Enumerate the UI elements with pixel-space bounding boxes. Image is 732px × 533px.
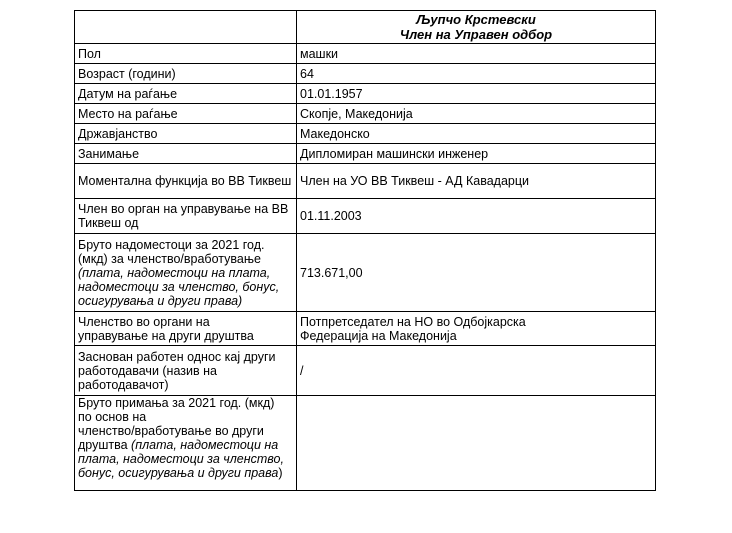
- table-row: [75, 164, 656, 199]
- table-row: [75, 124, 656, 144]
- table-row: [75, 312, 656, 346]
- person-position: Член на Управен одбор: [399, 27, 553, 42]
- table-row: [75, 144, 656, 164]
- row-label-line: по основ на: [78, 410, 147, 424]
- row-value: 01.11.2003: [297, 199, 656, 234]
- row-value: 64: [297, 64, 656, 84]
- row-label: Место на раѓање: [75, 104, 297, 124]
- row-label-italic-line: плата, надоместоци за членство,: [78, 452, 284, 466]
- row-label-line: Членство во органи на: [78, 314, 210, 329]
- row-label: [75, 234, 297, 312]
- row-label-line: Бруто надоместоци за 2021 год.: [78, 237, 265, 252]
- row-value: машки: [297, 44, 656, 64]
- row-label-prefix: друштва: [78, 438, 132, 452]
- row-label-line: работодавачот): [78, 377, 169, 392]
- table-row: [75, 234, 656, 312]
- row-label-line: (мкд) за членство/вработување: [78, 251, 261, 266]
- row-value: [297, 312, 656, 346]
- row-label-line: членство/вработување во други: [78, 424, 264, 438]
- row-value: Член на УО ВВ Тиквеш - АД Кавадарци: [297, 164, 656, 199]
- row-value: 01.01.1957: [297, 84, 656, 104]
- row-label-italic-line: осигурувања и други права): [78, 293, 243, 308]
- row-value: 713.671,00: [297, 234, 656, 312]
- row-label-line: работодавачи (назив на: [78, 363, 217, 378]
- header-row: [75, 11, 656, 44]
- row-value-line: Потпретседател на НО во Одбојкарска: [300, 314, 526, 329]
- row-label: Член во орган на управување на ВВ Тиквеш од: [75, 199, 297, 234]
- row-value: Македонско: [297, 124, 656, 144]
- row-value: Скопје, Македонија: [297, 104, 656, 124]
- row-label-line: управување на други друштва: [78, 328, 254, 343]
- table-row: [75, 346, 656, 396]
- header-empty-cell: [75, 11, 297, 44]
- row-label-mixed-line: [78, 438, 293, 452]
- row-label: Моментална функција во ВВ Тиквеш: [75, 164, 297, 199]
- row-value: [297, 396, 656, 491]
- row-value: /: [297, 346, 656, 396]
- table-row: [75, 199, 656, 234]
- table-row: [75, 44, 656, 64]
- row-label-line: Бруто примања за 2021 год. (мкд): [78, 396, 275, 410]
- row-label: Датум на раѓање: [75, 84, 297, 104]
- profile-table: [74, 10, 656, 491]
- row-label: [75, 396, 297, 491]
- header-cell: [297, 11, 656, 44]
- row-label-mixed-line: [78, 466, 293, 480]
- table-row: [75, 64, 656, 84]
- table-row: [75, 396, 656, 491]
- row-label: [75, 346, 297, 396]
- row-label-line: Заснован работен однос кај други: [78, 349, 276, 364]
- row-label-italic: бонус, осигурувања и други права: [78, 466, 279, 480]
- table-row: [75, 104, 656, 124]
- row-label-suffix: ): [278, 466, 283, 480]
- row-label: Пол: [75, 44, 297, 64]
- row-value-line: Федерација на Македонија: [300, 328, 457, 343]
- row-label: Занимање: [75, 144, 297, 164]
- row-label-italic: (плата, надоместоци на: [131, 438, 279, 452]
- row-label-italic-line: надоместоци за членство, бонус,: [78, 279, 280, 294]
- table-row: [75, 84, 656, 104]
- row-label: Државјанство: [75, 124, 297, 144]
- person-name: Љупчо Крстевски: [416, 12, 536, 27]
- row-value: Дипломиран машински инженер: [297, 144, 656, 164]
- row-label-italic-line: (плата, надоместоци на плата,: [78, 265, 271, 280]
- row-label: [75, 312, 297, 346]
- row-label: Возраст (години): [75, 64, 297, 84]
